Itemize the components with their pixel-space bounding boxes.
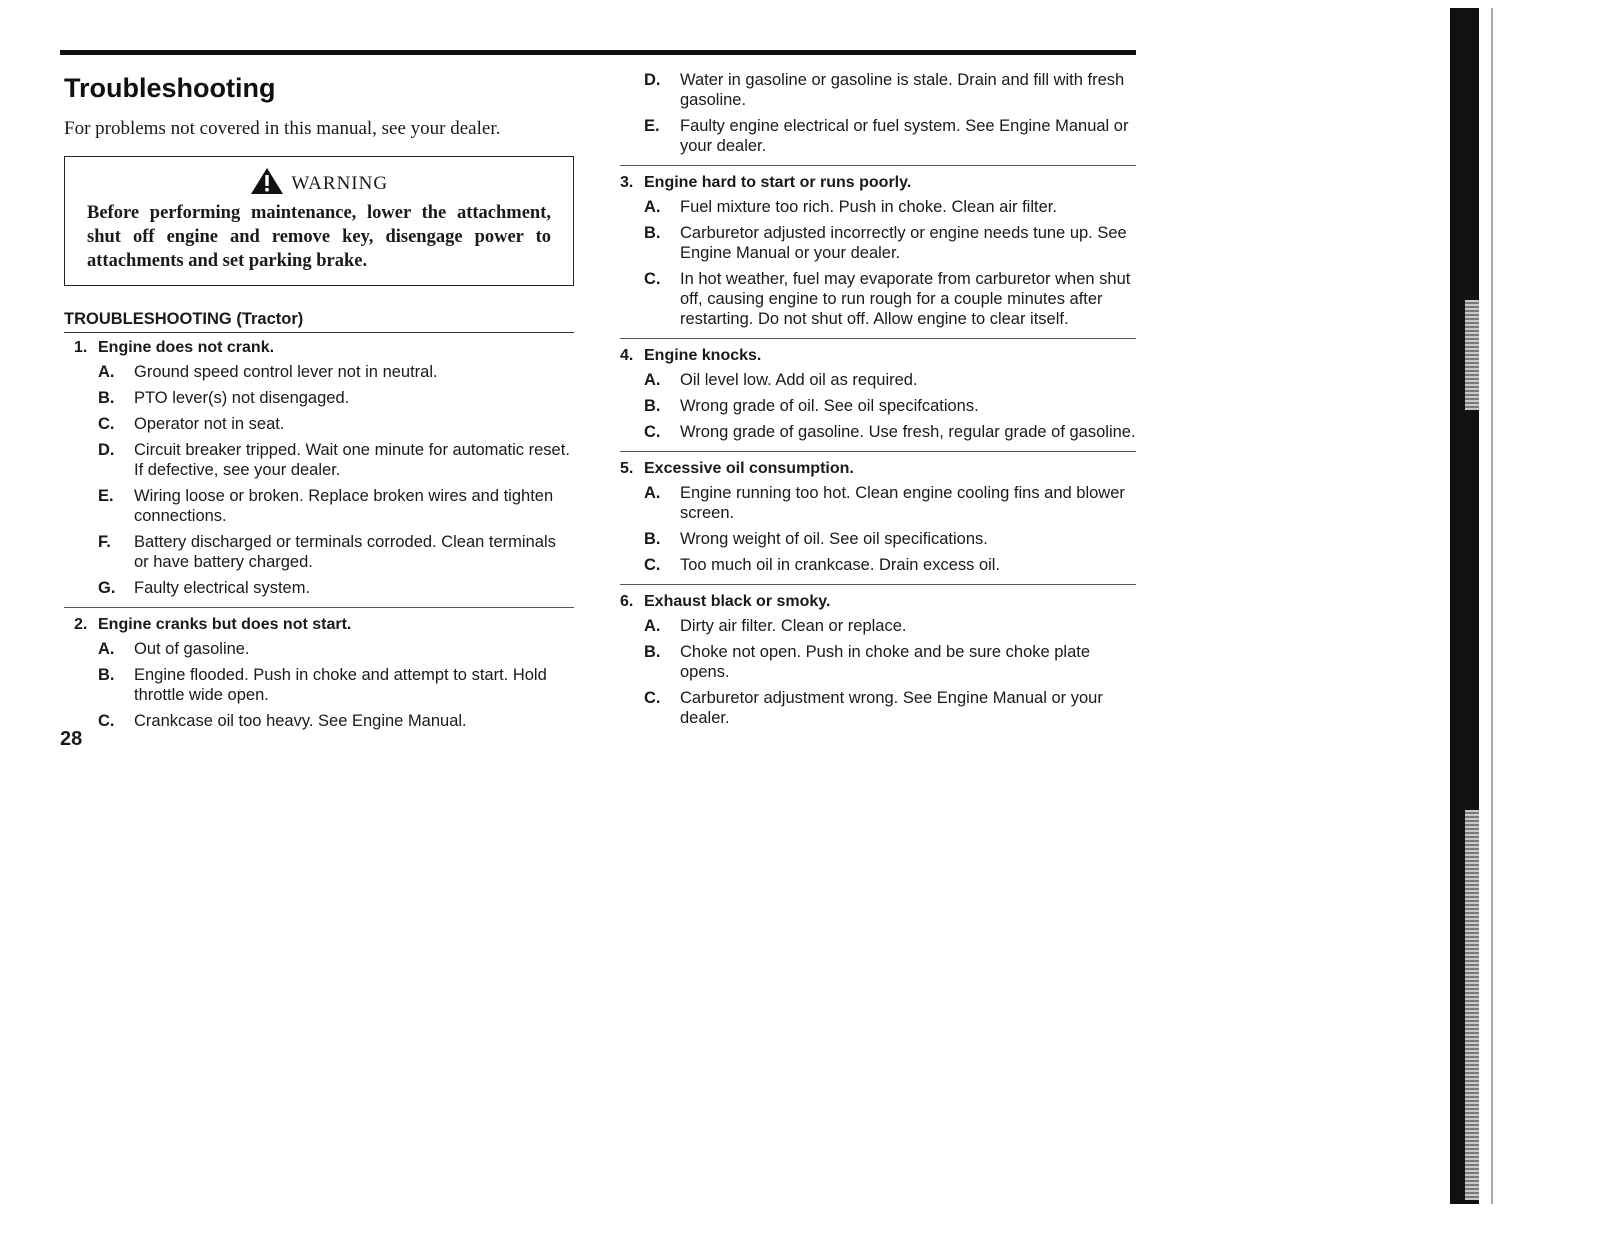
section-title: TROUBLESHOOTING (Tractor): [64, 310, 574, 333]
problem-4: [620, 347, 1136, 452]
page-title: Troubleshooting: [64, 73, 276, 103]
problem-2: [64, 616, 574, 740]
problem-title: 6. Exhaust black or smoky.: [620, 593, 831, 610]
intro-text: For problems not covered in this manual, see your dealer.: [64, 118, 501, 139]
problem-2-continued: [620, 70, 1136, 166]
left-column: [64, 70, 574, 748]
list-item: B. PTO lever(s) not disengaged.: [98, 389, 350, 407]
page-edge-strip: [1465, 810, 1479, 1200]
list-item: A. Ground speed control lever not in neutral.: [98, 363, 438, 381]
problem-title: 5. Excessive oil consumption.: [620, 460, 854, 477]
list-item: D. Water in gasoline or gasoline is stale. Drain and fill with fresh gasoline.: [644, 71, 1125, 109]
problem-3: [620, 174, 1136, 339]
list-item: C. Wrong grade of gasoline. Use fresh, regular grade of gasoline.: [644, 423, 1136, 441]
list-item: B. Choke not open. Push in choke and be sure choke plate opens.: [644, 643, 1091, 681]
page-number: 28: [60, 728, 83, 750]
list-item: E. Faulty engine electrical or fuel system. See Engine Manual or your dealer.: [644, 117, 1129, 155]
list-item: B. Wrong weight of oil. See oil specifications.: [644, 530, 988, 548]
problem-title: 4. Engine knocks.: [620, 347, 762, 364]
problem-title: 3. Engine hard to start or runs poorly.: [620, 174, 912, 191]
list-item: E. Wiring loose or broken. Replace broken wires and tighten connections.: [98, 487, 554, 525]
warning-text: Before performing maintenance, lower the attachment, shut off engine and remove key, disengage power to attachments and set parking brake.: [87, 203, 551, 271]
list-item: B. Engine flooded. Push in choke and attempt to start. Hold throttle wide open.: [98, 666, 547, 704]
list-item: A. Dirty air filter. Clean or replace.: [644, 617, 907, 635]
list-item: G. Faulty electrical system.: [98, 579, 311, 597]
warning-box: [64, 156, 574, 286]
list-item: A. Out of gasoline.: [98, 640, 250, 658]
list-item: C. In hot weather, fuel may evaporate from carburetor when shut off, causing engine to run rough for a couple minutes after restarting. Do not shut off. Allow engine to clear itself.: [644, 270, 1131, 328]
warning-label: WARNING: [291, 173, 389, 194]
page-edge-strip: [1465, 300, 1479, 410]
problem-5: [620, 460, 1136, 585]
list-item: A. Oil level low. Add oil as required.: [644, 371, 918, 389]
list-item: C. Too much oil in crankcase. Drain excess oil.: [644, 556, 1001, 574]
list-item: A. Fuel mixture too rich. Push in choke. Clean air filter.: [644, 198, 1057, 216]
warning-triangle-icon: [250, 173, 291, 194]
list-item: D. Circuit breaker tripped. Wait one minute for automatic reset. If defective, see your dealer.: [98, 441, 570, 479]
warning-heading: [87, 167, 551, 195]
top-rule: [60, 50, 1136, 55]
list-item: C. Carburetor adjustment wrong. See Engine Manual or your dealer.: [644, 689, 1103, 727]
problem-1: [64, 339, 574, 608]
list-item: B. Wrong grade of oil. See oil specifcations.: [644, 397, 979, 415]
problem-title: 2. Engine cranks but does not start.: [74, 616, 352, 633]
list-item: C. Crankcase oil too heavy. See Engine Manual.: [98, 712, 467, 730]
list-item: F. Battery discharged or terminals corroded. Clean terminals or have battery charged.: [98, 533, 556, 571]
list-item: C. Operator not in seat.: [98, 415, 285, 433]
problem-title: 1. Engine does not crank.: [74, 339, 275, 356]
list-item: A. Engine running too hot. Clean engine cooling fins and blower screen.: [644, 484, 1125, 522]
right-column: [620, 70, 1136, 745]
problem-6: [620, 593, 1136, 737]
list-item: B. Carburetor adjusted incorrectly or engine needs tune up. See Engine Manual or your dealer.: [644, 224, 1127, 262]
page-edge-line: [1491, 8, 1493, 1204]
